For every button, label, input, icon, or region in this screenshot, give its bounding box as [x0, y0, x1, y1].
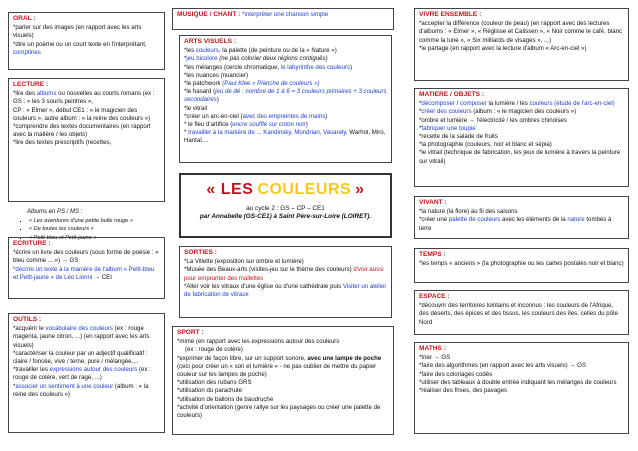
- author-line: par Annabelle (GS-CE1) à Saint Père-sur-Loire (LOIRET).: [199, 213, 372, 220]
- arts-heading: ARTS VISUELS :: [184, 38, 237, 45]
- maths-box: [414, 342, 629, 434]
- maths-line: *faire des algorithmes (en rapport avec les arts visuels) → GS: [419, 362, 586, 370]
- arts-line: *les nuances (nuancier): [184, 71, 249, 79]
- album-item: ▪ « Petit-bleu et Petit-jaune »: [29, 234, 175, 243]
- vivant-heading: VIVANT :: [419, 199, 447, 206]
- lecture-line: *lire des albums ou nouvelles au courts romans (ex : GS : « les 3 souris peintres »,: [13, 90, 155, 106]
- temps-heading: TEMPS :: [419, 251, 446, 258]
- sport-line: *utilisation des rubans GRS: [177, 379, 252, 387]
- vivant-line: *la nature (la flore) au fil des saisons: [419, 208, 518, 216]
- sport-line: (ex : rouge de colère): [185, 346, 243, 354]
- matiere-line: *recette de la salade de fruits: [419, 133, 498, 141]
- album-item: ▪ « De toutes les couleurs »: [29, 225, 175, 234]
- ecriture-line: *décrire un texte à la manière de l'album « Petit-bleu et Petit-jaune » de Léo Lionni → CEI: [13, 265, 155, 281]
- outils-line: *acquérir le vocabulaire des couleurs (ex : rouge magenta, jaune citron, ...) (en rapport avec les arts visuels): [13, 325, 150, 349]
- matiere-line: *créer des couleurs (album : « le magicien des couleurs »): [419, 108, 577, 116]
- arts-line: *le hasard (jeu de dé : nombre de 1 à 6 = 3 couleurs primaires + 3 couleurs secondaires): [184, 88, 387, 104]
- sorties-line: *Musée des Beaux-arts (visites-jeu sur le thème des couleurs) d'voir aussi pour emprunter des mallettes: [184, 266, 384, 282]
- espace-box: [414, 290, 629, 335]
- matiere-line: *le vitrail (technique de fabrication, les jeux de lumière à travers la peinture sur vitrail): [419, 149, 621, 165]
- oral-heading: ORAL :: [13, 15, 36, 22]
- lecture-line: *lire des textes prescriptifs (recettes,: [13, 139, 112, 147]
- sport-line: *mime (en rapport avec les expressions autour des couleurs: [177, 338, 340, 346]
- vivant-line: *créer une palette de couleurs avec les éléments de la nature tombés à terre: [419, 216, 612, 232]
- matiere-objets-box: [414, 88, 629, 187]
- sport-line: *exprimer de façon libre, sur un support sonore, avec une lampe de poche (ceci pour créer un « son et lumière » - ne pas oublier de mettre du papier couleur sur les lampes de poche): [177, 354, 382, 379]
- center-title-box: [179, 173, 392, 238]
- outils-heading: OUTILS :: [13, 316, 42, 323]
- sport-heading: SPORT :: [177, 329, 204, 336]
- matiere-line: *décomposer / composer la lumière / les couleurs (étude de l'arc-en-ciel): [419, 100, 615, 108]
- arts-line: *les couleurs, la palette (de peinture ou de la « Nature »): [184, 47, 337, 55]
- oral-line: *dire un poème ou un court texte en l'interprétant, comptines: [13, 40, 147, 56]
- album-item: ▪ « Les aventures d'une petite bulle rouge »: [29, 217, 175, 226]
- vivre-heading: VIVRE ENSEMBLE :: [419, 11, 482, 18]
- sport-box: [172, 326, 394, 435]
- arts-visuels-box: [179, 35, 392, 163]
- outils-line: *associer un sentiment à une couleur (album : « la reine des couleurs »): [13, 382, 149, 398]
- matiere-line: *ombre et lumière → l'électricité / les ombres chinoises: [419, 116, 567, 124]
- outils-line: *travailler les expressions autour des couleurs (ex : rouge de colère, vert de rage, ...): [13, 366, 151, 382]
- maths-line: *trier → GS: [419, 354, 451, 362]
- arts-line: * travailler à la manière de ... Kandinsky, Mondrian, Vasarely, Warhol, Miro, Hantaï,...: [184, 129, 386, 145]
- oral-box: [8, 12, 165, 70]
- espace-line: *découvrir des territoires lointains et inconnus : les couleurs de l'Afrique, des déserts, des épices et des tissus, les couleurs des îles, celles du pôle Nord: [419, 302, 618, 326]
- sport-line: *activité d'orientation (genre rallye sur les paysages ou créer une palette de couleurs): [177, 403, 381, 420]
- outils-line: *caractériser la couleur par un adjectif qualificatif : claire / foncée, vive / terne, pure / mélangée,...: [13, 349, 148, 366]
- maths-line: *utiliser des tableaux à double entrée indiquant les mélanges de couleurs: [419, 378, 617, 386]
- sorties-heading: SORTIES :: [184, 249, 217, 256]
- maths-heading: MATHS :: [419, 345, 446, 352]
- sport-line: *utilisation de ballons de baudruche: [177, 395, 274, 403]
- musique-line: MUSIQUE / CHANT : *interpréter une chanson simple: [177, 11, 329, 18]
- oral-line: *parler sur des images (en rapport avec les arts visuels): [13, 24, 142, 40]
- sport-line: *utilisation du parachute: [177, 387, 243, 395]
- sorties-box: [179, 246, 392, 318]
- matiere-heading: MATIERE / OBJETS :: [419, 91, 485, 98]
- cycle-subtitle: au cycle 2 : GS – CP – CE1: [246, 205, 325, 212]
- arts-line: *les mélanges (cercle chromatique, le labyrinthe des couleurs): [184, 63, 353, 71]
- arts-line: * le fleu d'artifice (encre soufflé sur coton noir): [184, 121, 308, 129]
- sorties-line: *La Villette (exposition sur ombre et lumière): [184, 258, 304, 266]
- temps-line: *les temps « anciens » (la photographie ou les cartes postales noir et blanc): [419, 260, 624, 268]
- albums-heading: Albums en PS / MS :: [27, 209, 83, 215]
- matiere-line: *la photographie (couleurs, noir et blanc et sépia): [419, 141, 552, 149]
- arts-line: *jeu bicolore (ne pas colorier deux régions contiguës): [184, 55, 328, 63]
- musique-box: [172, 8, 394, 30]
- vivre-line: *le partage (en rapport avec la lecture d'album « Arc-en-ciel »): [419, 44, 587, 52]
- lecture-line: CP : « Elmer », début CE1 : « le magicien des couleurs », autre album : « la reine des couleurs »): [13, 106, 151, 122]
- ecriture-box: [8, 237, 165, 299]
- ecriture-heading: ECRITURE :: [13, 240, 51, 247]
- arts-line: *le vitrail: [184, 104, 208, 112]
- lecture-line: *comprendre des textes documentaires (en rapport avec la matière / les objets): [13, 123, 151, 139]
- arts-line: *le patchwork (Paul Klee « Planche de couleurs »): [184, 80, 320, 88]
- vivre-line: *accepter la différence (couleur de peau) (en rapport avec des lectures d'albums : « Elmer », « Réglisse et Calissen », « Noir comme le café, blanc comme la lune », « Six milliards de visages », ...): [419, 20, 623, 44]
- matiere-line: *fabriquer une toupie: [419, 124, 476, 132]
- ecriture-line: *écrire un livre des couleurs (sous forme de poésie : « bleu comme ... ») → GS: [13, 249, 159, 265]
- vivre-ensemble-box: [414, 8, 629, 81]
- main-title: « LES COULEURS »: [206, 181, 365, 198]
- temps-box: [414, 248, 629, 283]
- lecture-box: [8, 78, 165, 202]
- lecture-heading: LECTURE :: [13, 81, 49, 88]
- outils-box: [8, 313, 165, 433]
- maths-line: *réaliser des frises, des pavages: [419, 387, 508, 395]
- vivant-box: [414, 196, 629, 239]
- sorties-line: *Aller voir les vitraux d'une église ou d'une cathédrale puis Visiter un atelier de fabrication de vitraux: [184, 282, 387, 299]
- maths-line: *faire des coloriages codés: [419, 370, 493, 378]
- espace-heading: ESPACE :: [419, 293, 450, 300]
- arts-line: *créer un arc-en-ciel (avec des empreintes de mains): [184, 112, 328, 120]
